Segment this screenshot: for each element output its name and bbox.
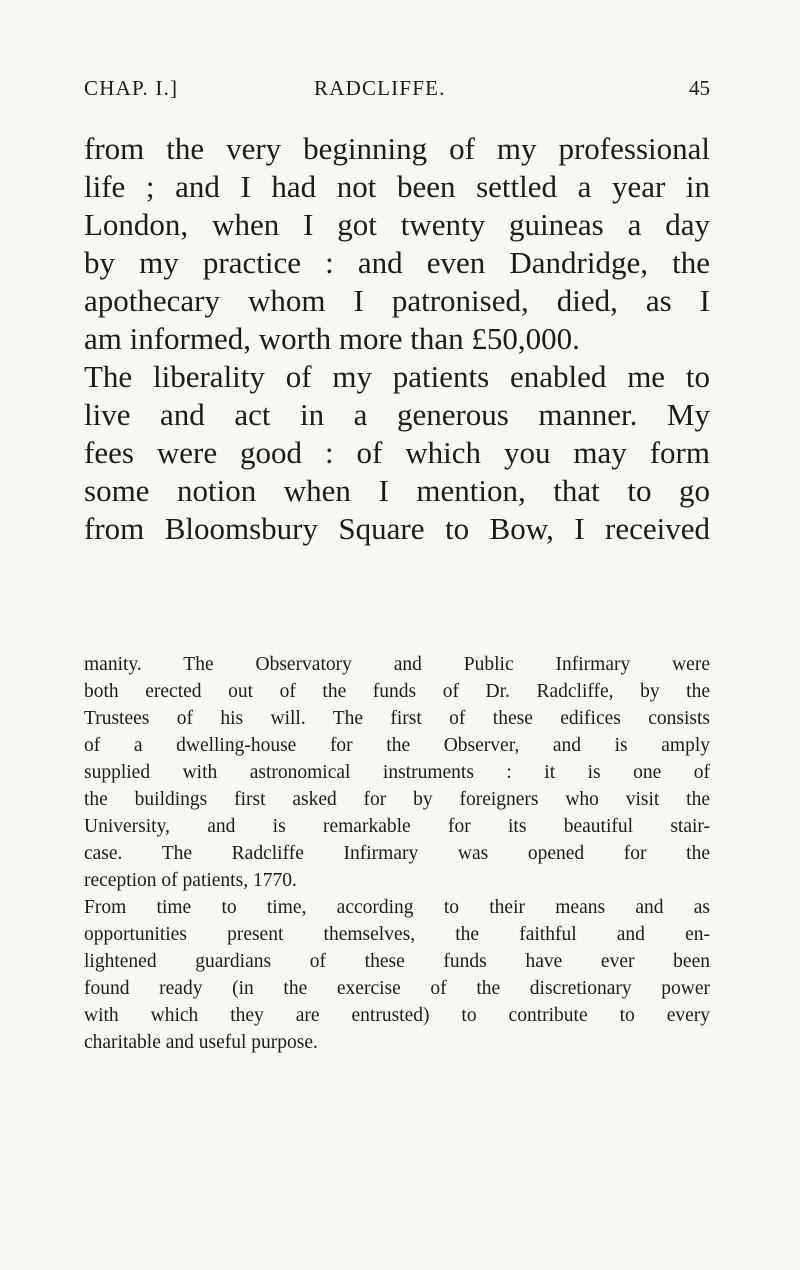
main-text-line: from the very beginning of my professional xyxy=(84,131,710,166)
main-text-line: The liberality of my patients enabled me to xyxy=(84,359,710,394)
footnote-line: the buildings first asked for by foreigners who visit the xyxy=(84,789,710,810)
footnote-line: supplied with astronomical instruments : it is one of xyxy=(84,762,710,783)
main-text-line: London, when I got twenty guineas a day xyxy=(84,207,710,242)
footnote-line: both erected out of the funds of Dr. Radcliffe, by the xyxy=(84,681,710,702)
footnote-line: found ready (in the exercise of the discretionary power xyxy=(84,978,710,999)
chapter-heading: CHAP. I.] xyxy=(84,76,179,100)
footnote-line: charitable and useful purpose. xyxy=(84,1032,318,1053)
footnote-line: Trustees of his will. The first of these edifices consists xyxy=(84,708,710,729)
main-text-line: apothecary whom I patronised, died, as I xyxy=(84,283,710,318)
main-text xyxy=(84,130,710,548)
footnote-line: University, and is remarkable for its beautiful stair- xyxy=(84,816,710,837)
page-number: 45 xyxy=(689,76,710,100)
footnote-line: opportunities present themselves, the faithful and en- xyxy=(84,924,710,945)
footnote-line: reception of patients, 1770. xyxy=(84,870,297,891)
footnote-line: with which they are entrusted) to contribute to every xyxy=(84,1005,710,1026)
footnote-line: manity. The Observatory and Public Infirmary were xyxy=(84,654,710,675)
footnote-line: of a dwelling-house for the Observer, and is amply xyxy=(84,735,710,756)
footnote-line: From time to time, according to their means and as xyxy=(84,897,710,918)
main-text-line: am informed, worth more than £50,000. xyxy=(84,321,580,356)
main-text-line: fees were good : of which you may form xyxy=(84,435,710,470)
running-header xyxy=(84,76,710,110)
footnote-line: lightened guardians of these funds have ever been xyxy=(84,951,710,972)
main-text-line: life ; and I had not been settled a year in xyxy=(84,169,710,204)
footnote xyxy=(84,651,710,1056)
running-title: RADCLIFFE. xyxy=(314,76,446,100)
main-text-line: live and act in a generous manner. My xyxy=(84,397,710,432)
main-text-line: from Bloomsbury Square to Bow, I received xyxy=(84,511,710,546)
main-text-line: by my practice : and even Dandridge, the xyxy=(84,245,710,280)
main-text-line: some notion when I mention, that to go xyxy=(84,473,710,508)
footnote-line: case. The Radcliffe Infirmary was opened for the xyxy=(84,843,710,864)
